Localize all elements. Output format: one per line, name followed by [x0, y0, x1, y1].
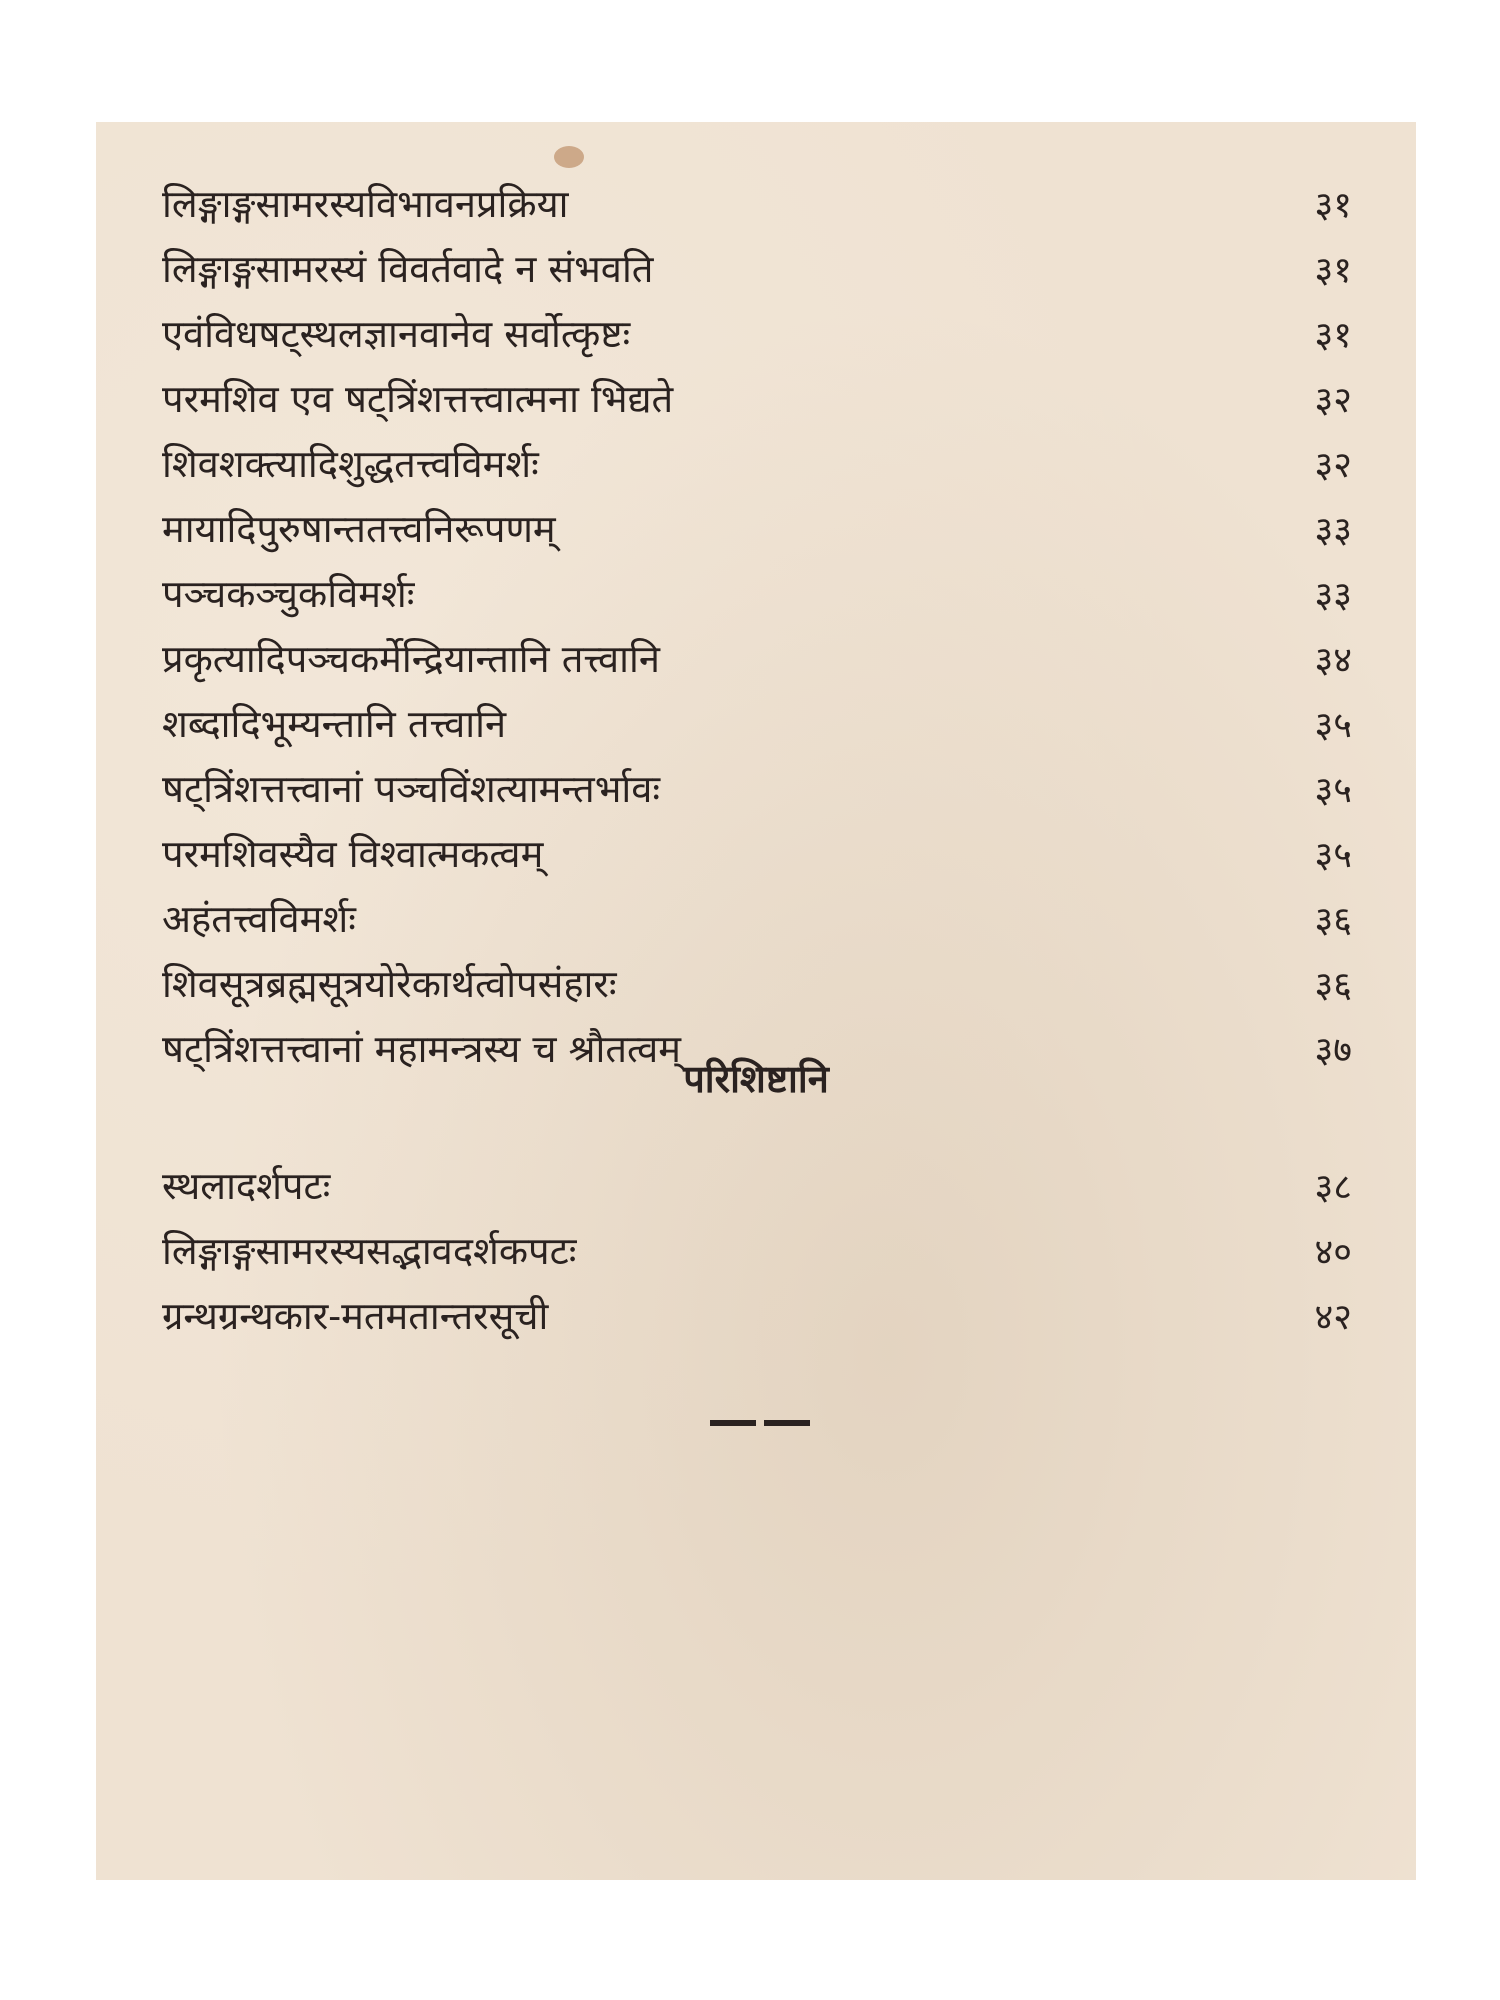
toc-entry-page: ३५	[1314, 705, 1352, 746]
toc-entry-title: परमशिवस्यैव विश्वात्मकत्वम्	[162, 832, 544, 876]
toc-entry	[162, 497, 1352, 562]
toc-entry-title: अहंतत्त्वविमर्शः	[162, 897, 356, 941]
toc-entry-page: ३५	[1314, 770, 1352, 811]
toc-entry	[162, 822, 1352, 887]
toc-entry	[162, 627, 1352, 692]
toc-entry-title: मायादिपुरुषान्ततत्त्वनिरूपणम्	[162, 507, 556, 551]
toc-entry	[162, 432, 1352, 497]
toc-entry-title: षट्त्रिंशत्तत्त्वानां पञ्चविंशत्यामन्तर्भावः	[162, 767, 661, 811]
appendix-heading: परिशिष्टानि	[683, 1056, 829, 1101]
toc-entry-page: ३६	[1314, 965, 1352, 1006]
toc-entry-page: ३७	[1314, 1030, 1352, 1071]
toc-entry-title: लिङ्गाङ्गसामरस्यविभावनप्रक्रिया	[162, 182, 569, 226]
toc-entry-page: ३१	[1314, 185, 1352, 226]
toc-entry	[162, 562, 1352, 627]
appendix-entry-title: ग्रन्थग्रन्थकार-मतमतान्तरसूची	[162, 1294, 549, 1338]
toc-entry-title: शब्दादिभूम्यन्तानि तत्त्वानि	[162, 702, 507, 746]
end-rule-dash	[710, 1420, 756, 1426]
appendix-entry	[162, 1284, 1352, 1349]
toc-entry-title: प्रकृत्यादिपञ्चकर्मेन्द्रियान्तानि तत्त्वानि	[162, 637, 660, 681]
appendix-entry-title: लिङ्गाङ्गसामरस्यसद्भावदर्शकपटः	[162, 1229, 577, 1273]
toc-entry-title: शिवसूत्रब्रह्मसूत्रयोरेकार्थत्वोपसंहारः	[162, 962, 617, 1006]
toc-entry-page: ३६	[1314, 900, 1352, 941]
toc-entry-title: एवंविधषट्स्थलज्ञानवानेव सर्वोत्कृष्टः	[162, 312, 631, 356]
toc-entry	[162, 757, 1352, 822]
appendix-entry	[162, 1219, 1352, 1284]
toc-entry-page: ३२	[1314, 380, 1352, 421]
appendix-entry-page: ४०	[1314, 1232, 1352, 1273]
toc-entry-title: शिवशक्त्यादिशुद्धतत्त्वविमर्शः	[162, 442, 539, 486]
toc-entry	[162, 237, 1352, 302]
end-rule	[710, 1420, 810, 1426]
toc-entry	[162, 692, 1352, 757]
toc-entry-title: पञ्चकञ्चुकविमर्शः	[162, 572, 415, 616]
toc-entry-title: षट्त्रिंशत्तत्त्वानां महामन्त्रस्य च श्रौतत्वम्	[162, 1027, 681, 1071]
toc-entry-page: ३२	[1314, 445, 1352, 486]
toc-entry-title: परमशिव एव षट्त्रिंशत्तत्त्वात्मना भिद्यते	[162, 377, 674, 421]
paper-stain	[554, 146, 584, 168]
toc-entry-page: ३५	[1314, 835, 1352, 876]
toc-entry	[162, 367, 1352, 432]
toc-entry	[162, 887, 1352, 952]
toc-entry-page: ३१	[1314, 250, 1352, 291]
toc-entry-page: ३१	[1314, 315, 1352, 356]
toc-entry-page: ३३	[1314, 575, 1352, 616]
appendix-entry-page: ४२	[1314, 1297, 1352, 1338]
end-rule-dash	[764, 1420, 810, 1426]
appendix-list	[162, 1154, 1352, 1349]
table-of-contents	[162, 172, 1352, 1082]
appendix-entry-page: ३८	[1314, 1167, 1352, 1208]
toc-entry	[162, 302, 1352, 367]
toc-entry	[162, 952, 1352, 1017]
toc-entry-page: ३३	[1314, 510, 1352, 551]
appendix-entry-title: स्थलादर्शपटः	[162, 1164, 331, 1208]
toc-entry-page: ३४	[1314, 640, 1352, 681]
toc-entry-title: लिङ्गाङ्गसामरस्यं विवर्तवादे न संभवति	[162, 247, 654, 291]
book-page	[96, 122, 1416, 1880]
appendix-entry	[162, 1154, 1352, 1219]
toc-entry	[162, 172, 1352, 237]
